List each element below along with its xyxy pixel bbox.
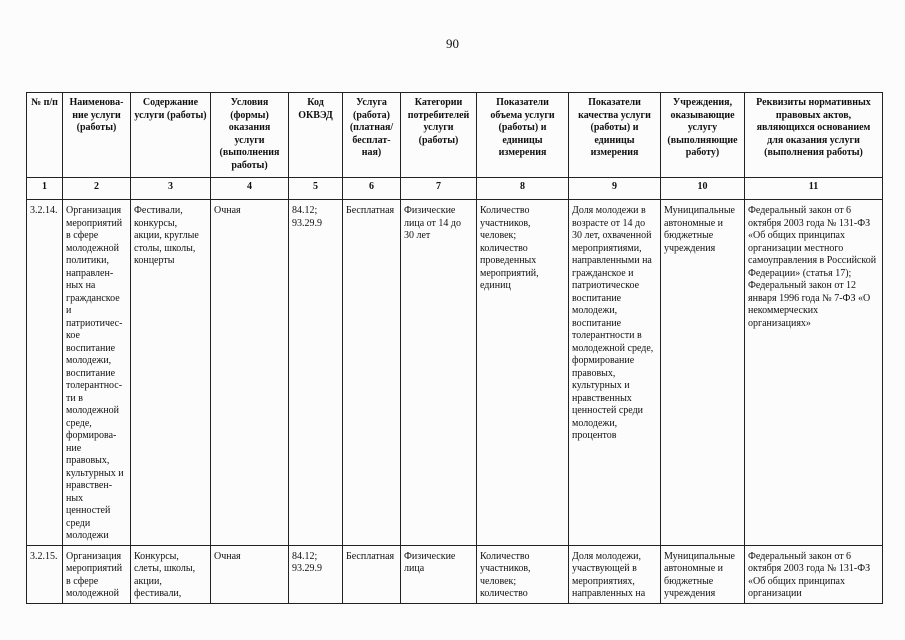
column-number: 9 (569, 178, 661, 200)
column-number-row (27, 178, 883, 200)
legal-acts-cell: Федеральный закон от 6 октября 2003 года № 131-ФЗ «Об общих принципах организации (745, 545, 883, 603)
quality-indicators-cell: Доля молодежи в возрасте от 14 до 30 лет, охваченной мероприятиями, направленными на гражданское и патриотическое воспитание молодежи, воспитание толерантности в молодежной среде, формирование правовых, культурных и нравственных ценностей среди молодежи, процентов (569, 200, 661, 546)
column-number: 7 (401, 178, 477, 200)
service-conditions-cell: Очная (211, 545, 289, 603)
header-cell: Наименова-ние услуги (работы) (63, 93, 131, 178)
row-number-cell: 3.2.15. (27, 545, 63, 603)
service-name-cell: Организация мероприятий в сфере молодежной политики, направлен-ных на гражданское и патриотичес-кое воспитание молодежи, воспитание толерантнос-ти в молодежной среде, формирова-ние правовых, культурных и нравствен-ных ценностей среди молодежи (63, 200, 131, 546)
table-row (27, 200, 883, 546)
column-number: 11 (745, 178, 883, 200)
service-name-cell: Организация мероприятий в сфере молодежной (63, 545, 131, 603)
payment-type-cell: Бесплатная (343, 545, 401, 603)
service-content-cell: Фестивали, конкурсы, акции, круглые столы, школы, концерты (131, 200, 211, 546)
header-cell: Учреждения, оказывающие услугу (выполняющие работу) (661, 93, 745, 178)
header-cell: Содержание услуги (работы) (131, 93, 211, 178)
column-number: 8 (477, 178, 569, 200)
header-cell: Реквизиты нормативных правовых актов, являющихся основанием для оказания услуги (выполнения работы) (745, 93, 883, 178)
header-cell: Условия (формы) оказания услуги (выполнения работы) (211, 93, 289, 178)
quality-indicators-cell: Доля молодежи, участвующей в мероприятиях, направленных на (569, 545, 661, 603)
table-row (27, 545, 883, 603)
column-number: 5 (289, 178, 343, 200)
column-number: 2 (63, 178, 131, 200)
header-cell: Показатели объема услуги (работы) и единицы измерения (477, 93, 569, 178)
column-number: 1 (27, 178, 63, 200)
service-conditions-cell: Очная (211, 200, 289, 546)
column-number: 3 (131, 178, 211, 200)
okved-code-cell: 84.12; 93.29.9 (289, 200, 343, 546)
header-cell: № п/п (27, 93, 63, 178)
volume-indicators-cell: Количество участников, человек; количество проведенных мероприятий, единиц (477, 200, 569, 546)
column-number: 6 (343, 178, 401, 200)
institutions-cell: Муниципальные автономные и бюджетные учреждения (661, 200, 745, 546)
header-cell: Категории потребителей услуги (работы) (401, 93, 477, 178)
service-content-cell: Конкурсы, слеты, школы, акции, фестивали, (131, 545, 211, 603)
header-row (27, 93, 883, 178)
page-number: 90 (446, 36, 459, 51)
services-table (26, 92, 883, 604)
volume-indicators-cell: Количество участников, человек; количество (477, 545, 569, 603)
consumer-category-cell: Физические лица от 14 до 30 лет (401, 200, 477, 546)
column-number: 4 (211, 178, 289, 200)
legal-acts-cell: Федеральный закон от 6 октября 2003 года № 131-ФЗ «Об общих принципах организации местного самоуправления в Российской Федерации» (статья 17); Федеральный закон от 12 января 1996 года № 7-ФЗ «О некоммерческих организациях» (745, 200, 883, 546)
header-cell: Код ОКВЭД (289, 93, 343, 178)
header-cell: Услуга (работа) (платная/ бесплат-ная) (343, 93, 401, 178)
okved-code-cell: 84.12; 93.29.9 (289, 545, 343, 603)
institutions-cell: Муниципальные автономные и бюджетные учреждения (661, 545, 745, 603)
payment-type-cell: Бесплатная (343, 200, 401, 546)
header-cell: Показатели качества услуги (работы) и единицы измерения (569, 93, 661, 178)
column-number: 10 (661, 178, 745, 200)
consumer-category-cell: Физические лица (401, 545, 477, 603)
row-number-cell: 3.2.14. (27, 200, 63, 546)
